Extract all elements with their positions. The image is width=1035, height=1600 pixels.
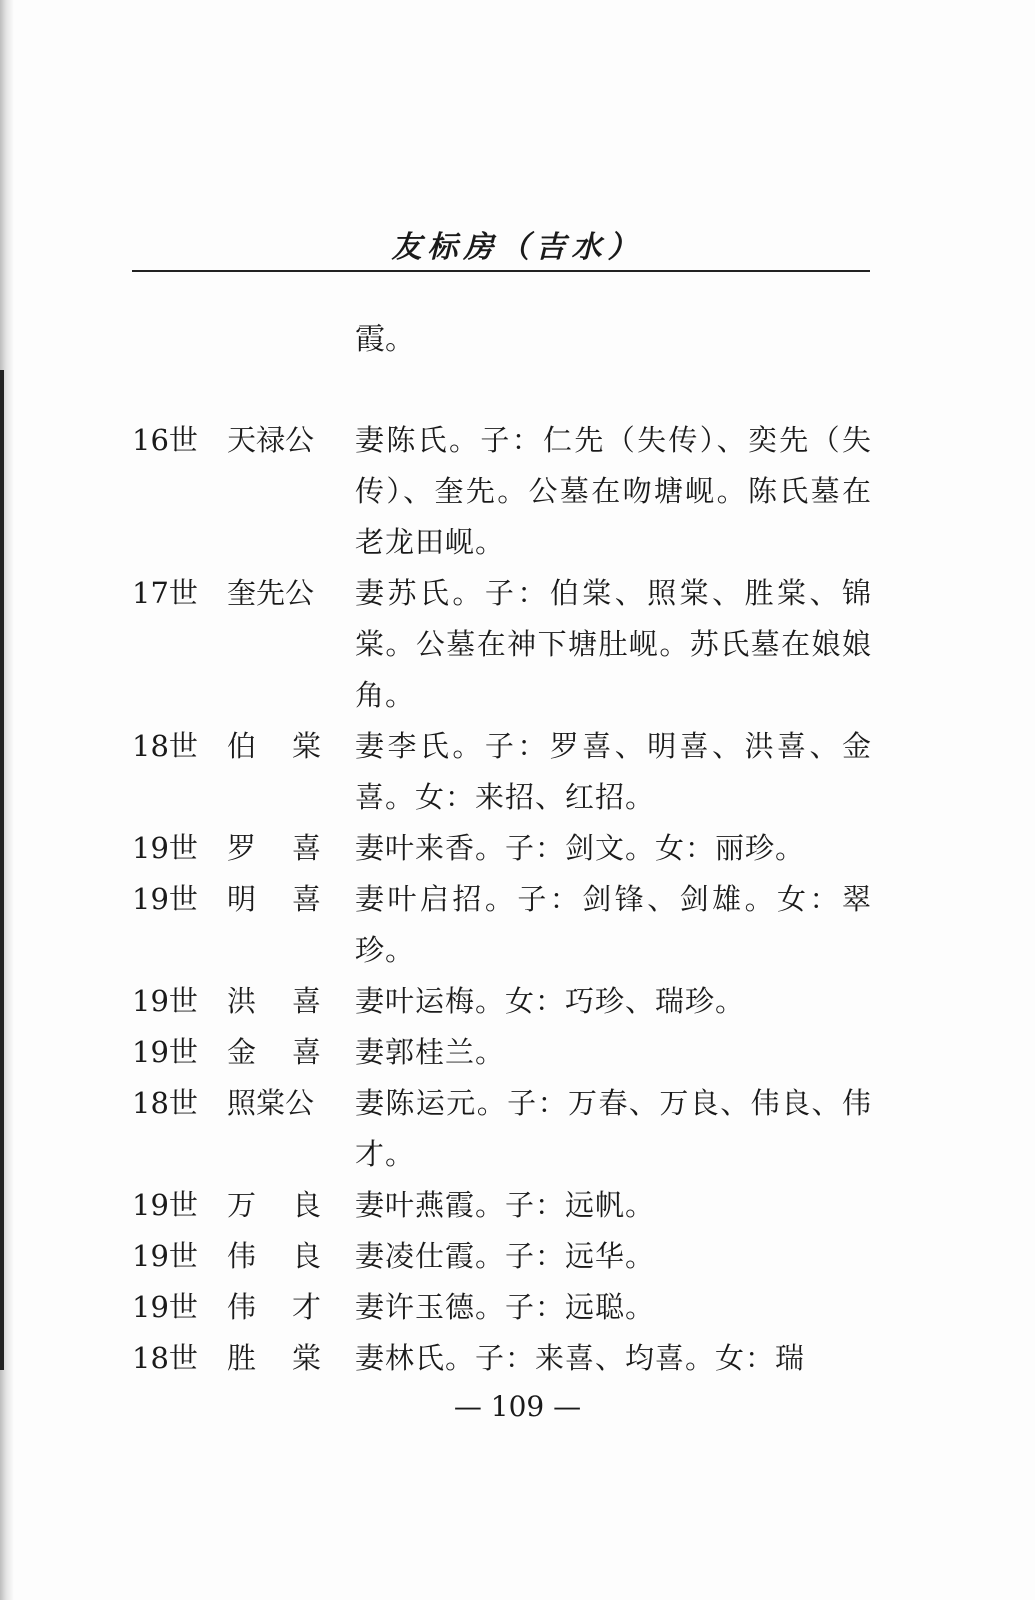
page-header-title: 友标房（吉水） (391, 230, 644, 265)
entry-generation: 19世 (132, 831, 198, 865)
entry-name: 伟良 (227, 1239, 321, 1273)
genealogy-entries (132, 415, 872, 1384)
entry-name: 万良 (227, 1188, 321, 1222)
entry-name: 胜棠 (227, 1341, 321, 1375)
entry-description: 妻叶启招。子：剑锋、剑雄。女：翠珍。 (355, 882, 872, 967)
entry-name: 伯棠 (227, 729, 321, 763)
entry-generation: 18世 (132, 1086, 198, 1120)
entry-name: 天禄公 (227, 423, 315, 457)
entry-generation: 19世 (132, 1290, 198, 1324)
entry-description: 妻叶运梅。女：巧珍、瑞珍。 (355, 984, 746, 1018)
genealogy-entry (132, 721, 872, 823)
genealogy-entry (132, 1078, 872, 1180)
entry-name: 洪喜 (227, 984, 321, 1018)
entry-generation: 18世 (132, 729, 198, 763)
entry-description: 妻苏氏。子：伯棠、照棠、胜棠、锦棠。公墓在神下塘肚岘。苏氏墓在娘娘角。 (355, 576, 872, 712)
entry-name: 照棠公 (227, 1086, 315, 1120)
entry-generation: 19世 (132, 882, 198, 916)
genealogy-entry (132, 823, 872, 874)
entry-description: 妻李氏。子：罗喜、明喜、洪喜、金喜。女：来招、红招。 (355, 729, 872, 814)
page-number: — 109 — (453, 1390, 582, 1423)
entry-name: 伟才 (227, 1290, 321, 1324)
entry-name: 罗喜 (227, 831, 321, 865)
genealogy-entry (132, 874, 872, 976)
entry-generation: 19世 (132, 1239, 198, 1273)
continuation-text: 霞。 (355, 322, 415, 357)
entry-description: 妻陈运元。子：万春、万良、伟良、伟才。 (355, 1086, 872, 1171)
entry-generation: 19世 (132, 1035, 198, 1069)
entry-description: 妻叶来香。子：剑文。女：丽珍。 (355, 831, 806, 865)
entry-description: 妻林氏。子：来喜、均喜。女：瑞 (355, 1341, 806, 1375)
entry-generation: 19世 (132, 1188, 198, 1222)
entry-description: 妻郭桂兰。 (355, 1035, 506, 1069)
entry-generation: 17世 (132, 576, 198, 610)
entry-generation: 19世 (132, 984, 198, 1018)
entry-name: 金喜 (227, 1035, 321, 1069)
genealogy-entry (132, 568, 872, 721)
entry-description: 妻叶燕霞。子：远帆。 (355, 1188, 656, 1222)
genealogy-entry (132, 415, 872, 568)
genealogy-entry (132, 1282, 872, 1333)
entry-description: 妻凌仕霞。子：远华。 (355, 1239, 656, 1273)
entry-description: 妻陈氏。子：仁先（失传）、奕先（失传）、奎先。公墓在吻塘岘。陈氏墓在老龙田岘。 (355, 423, 872, 559)
entry-generation: 16世 (132, 423, 198, 457)
header-rule (132, 270, 870, 272)
entry-name: 明喜 (227, 882, 321, 916)
genealogy-entry (132, 1333, 872, 1384)
genealogy-entry (132, 1180, 872, 1231)
scan-edge-line (0, 370, 4, 1370)
entry-description: 妻许玉德。子：远聪。 (355, 1290, 656, 1324)
genealogy-entry (132, 1231, 872, 1282)
genealogy-entry (132, 1027, 872, 1078)
entry-generation: 18世 (132, 1341, 198, 1375)
genealogy-entry (132, 976, 872, 1027)
entry-name: 奎先公 (227, 576, 315, 610)
